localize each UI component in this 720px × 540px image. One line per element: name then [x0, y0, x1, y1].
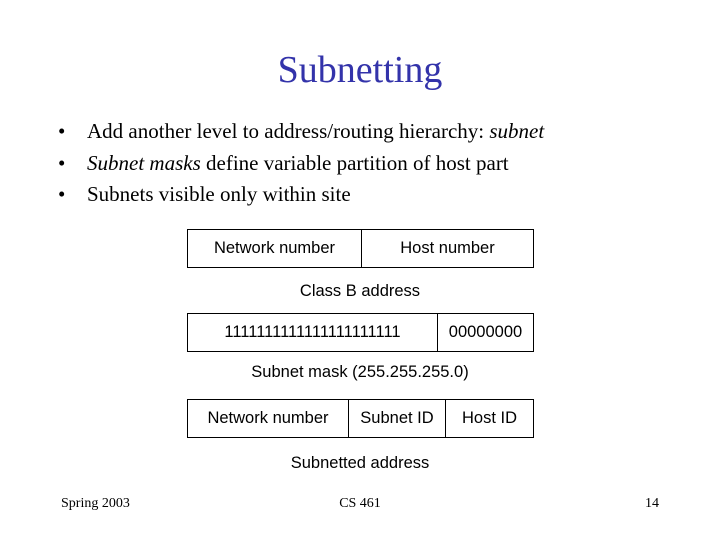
subnet-mask-caption: Subnet mask (255.255.255.0) [251, 363, 469, 381]
bullet-list [58, 116, 544, 211]
bullet-item [58, 148, 544, 180]
bullet-emphasis: subnet [489, 119, 545, 143]
network-number-field: Network number [207, 409, 329, 427]
footer-page-number: 14 [645, 496, 659, 511]
bullet-item [58, 179, 544, 211]
bullet-text: Add another level to address/routing hierarchy: [87, 119, 490, 143]
bullet-marker: • [58, 150, 66, 175]
mask-zeros-field: 00000000 [448, 323, 523, 341]
bullet-item [58, 116, 544, 148]
footer-date: Spring 2003 [61, 496, 130, 511]
class-b-caption: Class B address [299, 282, 421, 300]
footer-course: CS 461 [339, 496, 381, 511]
network-number-field: Network number [213, 239, 336, 257]
bullet-marker: • [58, 119, 66, 143]
bullet-marker: • [58, 182, 66, 206]
bullet-text: Subnets visible only within site [87, 182, 351, 206]
subnetted-address-caption: Subnetted address [290, 454, 430, 472]
subnet-mask-box [187, 313, 534, 352]
mask-ones-field: 1111111111111111111111 [224, 323, 401, 341]
host-number-field: Host number [400, 239, 495, 257]
subnetted-address-box [187, 399, 534, 438]
class-b-address-box [187, 229, 534, 268]
slide-title: Subnetting [277, 49, 443, 91]
host-id-field: Host ID [461, 409, 517, 427]
subnet-id-field: Subnet ID [360, 409, 434, 427]
bullet-text: define variable partition of host part [200, 150, 509, 175]
bullet-emphasis: Subnet masks [87, 150, 201, 175]
